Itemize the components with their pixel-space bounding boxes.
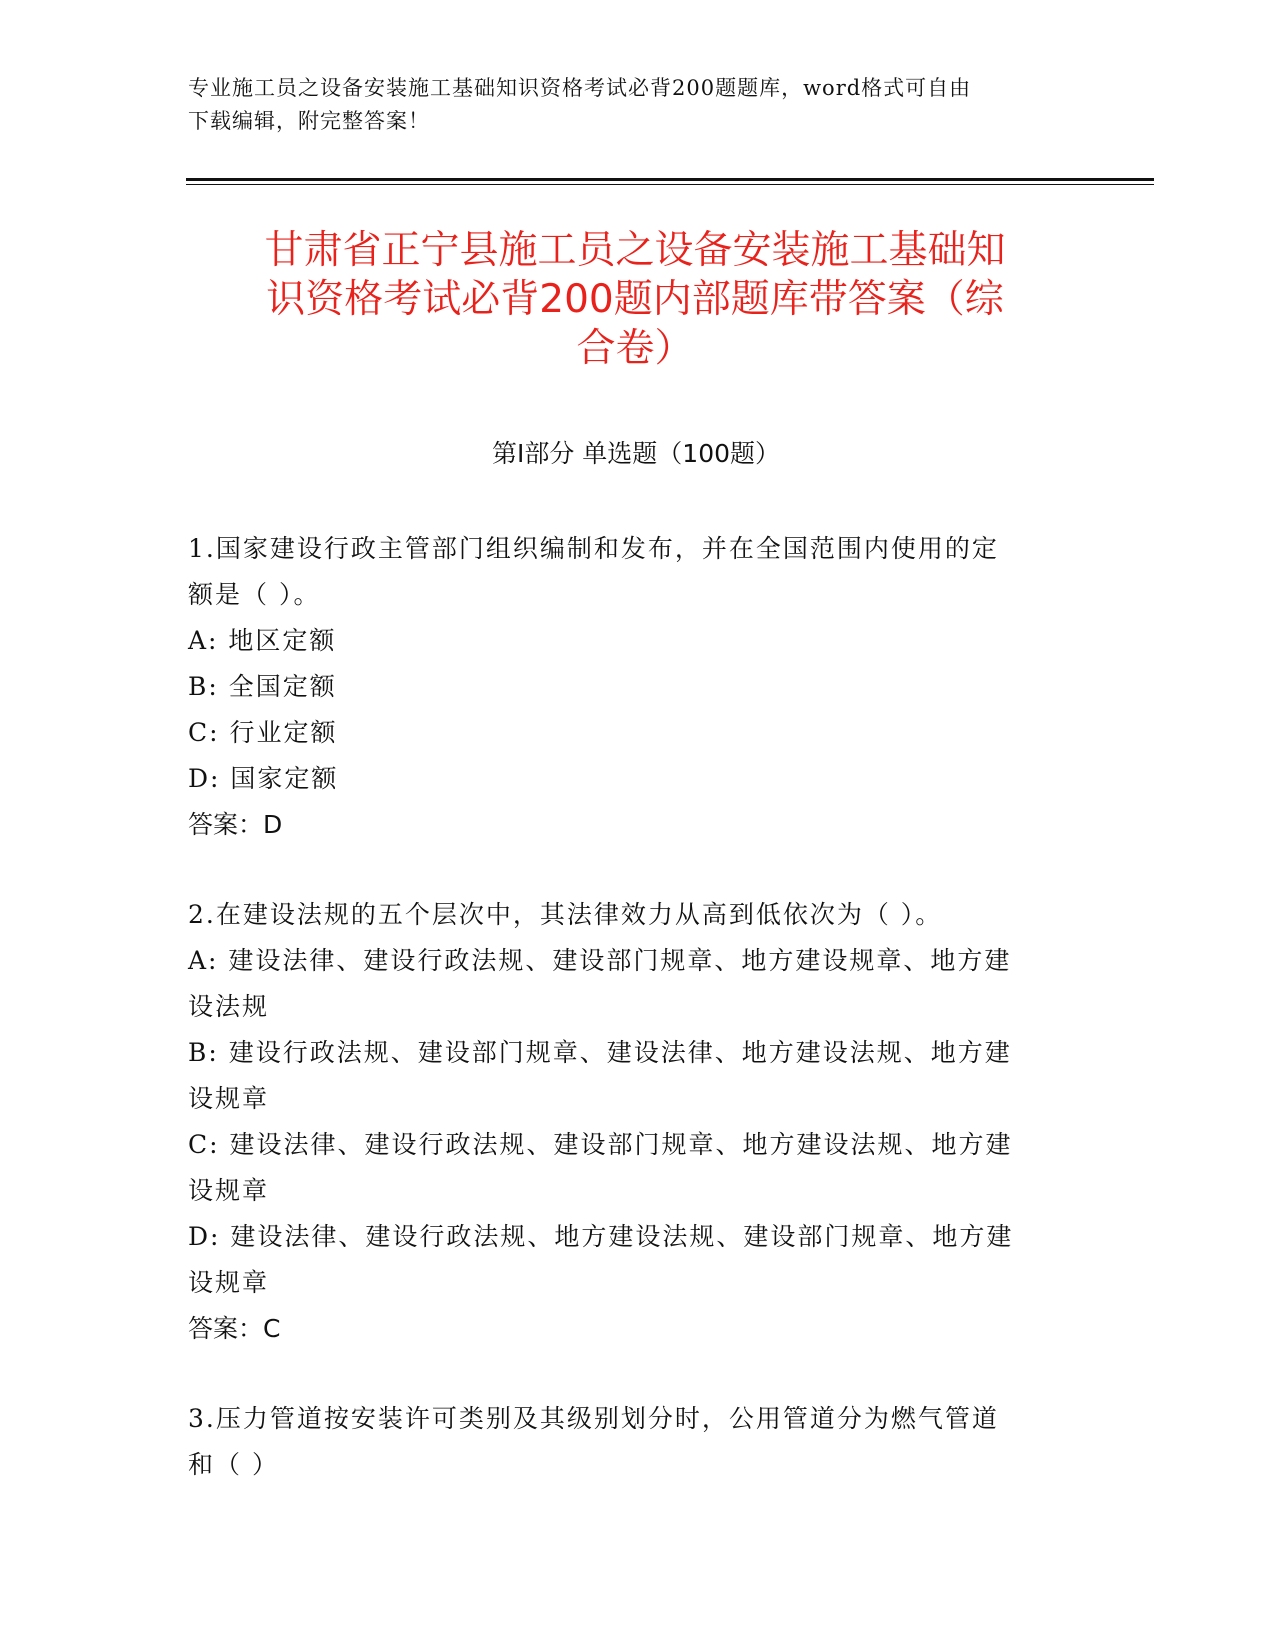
header-divider-thin <box>186 184 1154 185</box>
question-2-option-c-line-2: 设规章 <box>188 1176 270 1205</box>
question-2 <box>188 892 1068 1352</box>
header-note-line-2: 下载编辑，附完整答案！ <box>188 109 430 133</box>
question-2-option-d-line-1: D: 建设法律、建设行政法规、地方建设法规、建设部门规章、地方建 <box>188 1222 1014 1251</box>
question-1-option-c: C: 行业定额 <box>188 718 338 747</box>
question-1-option-d: D: 国家定额 <box>188 764 339 793</box>
document-title-line-3: 合卷） <box>576 326 694 371</box>
question-3 <box>188 1396 1068 1488</box>
document-title-line-1: 甘肃省正宁县施工员之设备安装施工基础知 <box>264 228 1006 273</box>
header-note <box>188 72 1068 138</box>
header-note-line-1: 专业施工员之设备安装施工基础知识资格考试必背200题题库，word格式可自由 <box>188 76 972 100</box>
question-2-answer: 答案：C <box>188 1314 281 1343</box>
question-list <box>188 526 1068 1532</box>
question-1 <box>188 526 1068 848</box>
header-divider-thick <box>186 178 1154 181</box>
question-1-option-b: B: 全国定额 <box>188 672 337 701</box>
question-2-stem-line-1: 2.在建设法规的五个层次中，其法律效力从高到低依次为（ ）。 <box>188 900 943 929</box>
question-2-option-b-line-1: B: 建设行政法规、建设部门规章、建设法律、地方建设法规、地方建 <box>188 1038 1012 1067</box>
question-1-stem-line-1: 1.国家建设行政主管部门组织编制和发布，并在全国范围内使用的定 <box>188 534 999 563</box>
question-1-stem-line-2: 额是（ ）。 <box>188 580 321 609</box>
document-title <box>190 226 1080 373</box>
question-2-option-d-line-2: 设规章 <box>188 1268 270 1297</box>
document-title-line-2: 识资格考试必背200题内部题库带答案（综 <box>266 277 1004 322</box>
question-1-option-a: A: 地区定额 <box>188 626 337 655</box>
question-3-stem-line-2: 和（ ） <box>188 1450 279 1479</box>
question-2-option-c-line-1: C: 建设法律、建设行政法规、建设部门规章、地方建设法规、地方建 <box>188 1130 1013 1159</box>
question-2-option-a-line-1: A: 建设法律、建设行政法规、建设部门规章、地方建设规章、地方建 <box>188 946 1012 975</box>
question-2-option-a-line-2: 设法规 <box>188 992 270 1021</box>
question-2-option-b-line-2: 设规章 <box>188 1084 270 1113</box>
question-1-answer: 答案：D <box>188 810 283 839</box>
question-3-stem-line-1: 3.压力管道按安装许可类别及其级别划分时，公用管道分为燃气管道 <box>188 1404 999 1433</box>
section-title: 第Ⅰ部分 单选题（100题） <box>491 439 781 468</box>
